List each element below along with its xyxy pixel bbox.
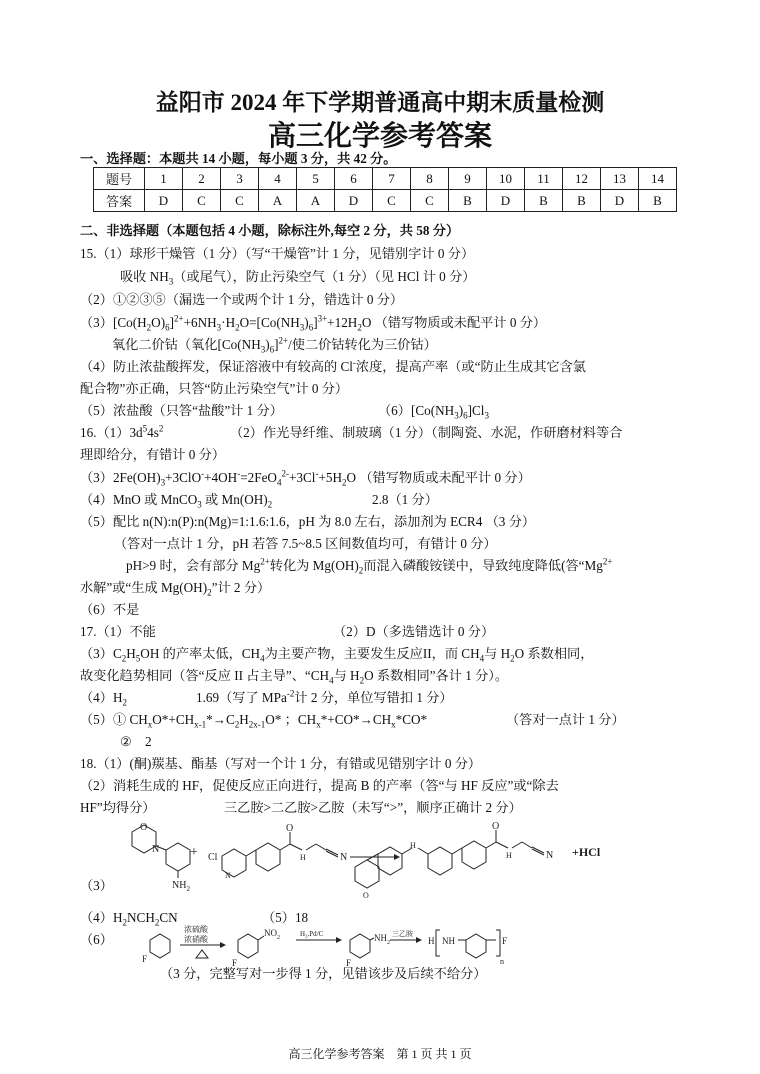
- nitrogen-label: N: [225, 871, 231, 880]
- table-cell: A: [297, 190, 335, 212]
- table-row: [94, 190, 677, 212]
- table-cell: B: [563, 190, 601, 212]
- q16-line: pH>9 时，会有部分 $Mg^{2+}$转化为 $Mg(OH)_2$而混入磷酸铵镁中，导致纯度降低(答“$Mg^{2+}$: [126, 556, 613, 576]
- table-cell: 3: [221, 168, 259, 190]
- exam-title: 益阳市 2024 年下学期普通高中期末质量检测: [155, 90, 605, 115]
- hydrogen-label: H: [300, 853, 306, 862]
- no2-label: $NO_2$: [264, 928, 280, 941]
- q15-line: $(6)[Co(NH_3)_6]Cl_3$: [378, 403, 489, 421]
- q17-line: 17.（1）不能: [80, 624, 156, 639]
- condition-label: H₂,Pd/C: [300, 930, 324, 938]
- table-cell: B: [449, 190, 487, 212]
- condition-label: 三乙胺: [392, 930, 413, 938]
- condition-label: 浓硝酸: [184, 935, 208, 944]
- q18-line: （2）消耗生成的 HF，促使反应正向进行，提高 B 的产率（答“与 HF 反应”或“除去: [80, 778, 559, 793]
- condition-label: 浓硫酸: [184, 925, 208, 934]
- fluorine-label: F: [232, 958, 238, 968]
- benzene-ring: [378, 847, 402, 875]
- q17-line: （5）① $CH_xO*+CH_{x-1}*\to C_2H_{2x-1}O*$ ；$CH_x*+CO*\to CH_x*CO*$: [80, 712, 428, 730]
- section2-heading: 二、非选择题（本题包括 4 小题，除标注外,每空 2 分，共 58 分）: [80, 223, 460, 238]
- hydrogen-label: H: [410, 841, 416, 850]
- q16-line: 理即给分，有错计 0 分）: [80, 447, 226, 462]
- fluorine-label: F: [346, 958, 352, 968]
- table-cell: C: [221, 190, 259, 212]
- nh2-label: $NH_2$: [374, 933, 390, 946]
- table-cell: 10: [487, 168, 525, 190]
- q15-line: $(3)[Co(H_2O)_6]^{2+}+6NH_3\cdot H_2O=[Co(NH_3)_6]^{3+}+12H_2O$ （错写物质或未配平计 0 分）: [80, 313, 547, 333]
- table-cell: 12: [563, 168, 601, 190]
- polymer-ring: [466, 934, 486, 958]
- fluorobenzene-ring: [150, 934, 170, 958]
- table-cell: 2: [183, 168, 221, 190]
- q16-line: （6）不是: [80, 602, 140, 617]
- table-row: [94, 168, 677, 190]
- table-cell: 13: [601, 168, 639, 190]
- benzene-ring: [462, 841, 486, 869]
- reaction-scheme-3: [110, 822, 670, 902]
- q16-line: （4）MnO 或 MnCO$_3$ 或 $Mn(OH)_2$: [80, 492, 273, 510]
- table-cell: 14: [639, 168, 677, 190]
- q15-line: 氧化二价钴（氧化$[Co(NH_3)_6]^{2+}/$使二价钴转化为三价钴）: [112, 335, 437, 355]
- q18-line: 18.（1）(酮)羰基、酯基（写对一个计 1 分，有错或见错别字计 0 分）: [80, 756, 482, 771]
- q17-line: （2）D（多选错选计 0 分）: [333, 624, 495, 639]
- q16-line: $16.(1)3d^54s^2$: [80, 423, 164, 440]
- q17-line: 1.69（写了 MPa$^{-2}$计 2 分，单位写错扣 1 分）: [196, 688, 453, 705]
- pyrimidine-ring: [428, 847, 452, 875]
- q17-line: 故变化趋势相同（答“反应 II 占主导”、“$CH_4$与 $H_2O$ 系数相同”各计 1 分）。: [80, 668, 509, 686]
- q16-line: 水解”或“生成 $Mg(OH)_2$”计 2 分）: [80, 580, 271, 598]
- oxygen-label: O: [140, 822, 148, 833]
- q15-line: （4）防止浓盐酸挥发，保证溶液中有较高的 Cl-浓度，提高产率（或“防止生成其它含氯: [80, 357, 586, 374]
- table-cell: B: [525, 190, 563, 212]
- table-cell: C: [411, 190, 449, 212]
- page-footer: 高三化学参考答案 第 1 页 共 1 页: [288, 1047, 472, 1061]
- q15-line: （5）浓盐酸（只答“盐酸”计 1 分）: [80, 403, 283, 418]
- table-cell: D: [145, 190, 183, 212]
- q18-line: $(4)H_2NCH_2CN$: [80, 910, 178, 928]
- table-cell: 8: [411, 168, 449, 190]
- q18-line: （5）18: [262, 910, 309, 925]
- q15-line: （2）①②③⑤（漏选一个或两个计 1 分，错选计 0 分）: [80, 292, 404, 307]
- fluorine-label: F: [502, 936, 508, 946]
- nh2-label: $NH_2$: [172, 880, 190, 893]
- oxygen-label: O: [363, 891, 369, 900]
- q18-line: （6）: [80, 932, 113, 947]
- q17-line: $(3)C_2H_5OH$ 的产率太低，$CH_4$为主要产物，主要发生反应II，而 $CH_4$与 $H_2O$ 系数相同，: [80, 646, 594, 664]
- q16-line: （2）作光导纤维、制玻璃（1 分）（制陶瓷、水泥，作研磨材料等合: [230, 425, 623, 440]
- table-cell: A: [259, 190, 297, 212]
- nitrogen-label: N: [546, 850, 554, 861]
- q15-line: 吸收 $NH_3$（或尾气），防止污染空气（1 分）（见 HCl 计 0 分）: [120, 269, 476, 287]
- oxygen-label: O: [492, 822, 500, 832]
- heat-triangle-icon: [196, 950, 208, 958]
- table-cell: C: [183, 190, 221, 212]
- q18-line: 三乙胺>二乙胺>乙胺（未写“>”，顺序正确计 2 分）: [224, 800, 522, 815]
- q18-line: （3 分，完整写对一步得 1 分，见错该步及后续不给分）: [160, 966, 487, 981]
- q17-line: $(4)H_2$: [80, 690, 127, 708]
- table-cell: 4: [259, 168, 297, 190]
- table-cell: 1: [145, 168, 183, 190]
- table-cell: 9: [449, 168, 487, 190]
- nitrogen-label: N: [152, 844, 160, 855]
- table-cell: B: [639, 190, 677, 212]
- row-label: 题号: [94, 168, 145, 190]
- q17-line: ② 2: [120, 734, 152, 749]
- row-label: 答案: [94, 190, 145, 212]
- hydrogen-label: H: [428, 936, 435, 946]
- nitrobenzene-ring: [238, 934, 258, 958]
- aniline-ring: [350, 934, 370, 958]
- hydrogen-label: H: [506, 851, 512, 860]
- plus-sign: +: [190, 845, 198, 860]
- q16-line: 2.8（1 分）: [372, 492, 438, 507]
- nitrogen-label: N: [340, 852, 348, 863]
- table-cell: 6: [335, 168, 373, 190]
- q15-line: 15.（1）球形干燥管（1 分）（写“干燥管”计 1 分，见错别字计 0 分）: [80, 246, 475, 261]
- answer-table: [93, 167, 677, 212]
- fluorine-label: F: [142, 954, 148, 964]
- table-cell: 7: [373, 168, 411, 190]
- chlorine-label: Cl: [208, 852, 218, 863]
- bracket-right: [496, 930, 500, 956]
- benzene-ring: [256, 843, 280, 871]
- answer-subtitle: 高三化学参考答案: [267, 121, 492, 152]
- q16-line: （答对一点计 1 分，pH 若答 7.5~8.5 区间数值均可，有错计 0 分）: [114, 536, 497, 551]
- benzene-ring: [166, 843, 190, 871]
- q16-line: （5）配比 n(N):n(P):n(Mg)=1:1.6:1.6，pH 为 8.0 左右，添加剂为 ECR4 （3 分）: [80, 514, 536, 529]
- q17-line: （答对一点计 1 分）: [506, 712, 625, 727]
- table-cell: 11: [525, 168, 563, 190]
- oxygen-label: O: [286, 823, 294, 834]
- table-cell: D: [601, 190, 639, 212]
- table-cell: 5: [297, 168, 335, 190]
- q16-line: $(3)2Fe(OH)_3+3ClO^-+4OH^-=2FeO_4^{2-}+3Cl^-+5H_2O$ （错写物质或未配平计 0 分）: [80, 468, 531, 488]
- bracket-left: [436, 930, 440, 956]
- section1-heading: 一、选择题：本题共 14 小题，每小题 3 分，共 42 分。: [80, 151, 397, 166]
- morpholine-ring: [355, 860, 379, 888]
- q18-line: （3）: [80, 878, 113, 893]
- table-cell: C: [373, 190, 411, 212]
- table-cell: D: [335, 190, 373, 212]
- nh-label: NH: [442, 936, 455, 946]
- q18-line: HF”均得分）: [80, 800, 156, 815]
- subscript-n: n: [500, 957, 504, 966]
- table-cell: D: [487, 190, 525, 212]
- q15-line: 配合物”亦正确，只答“防止污染空气”计 0 分）: [80, 381, 349, 396]
- hcl-label: +HCl: [572, 845, 601, 859]
